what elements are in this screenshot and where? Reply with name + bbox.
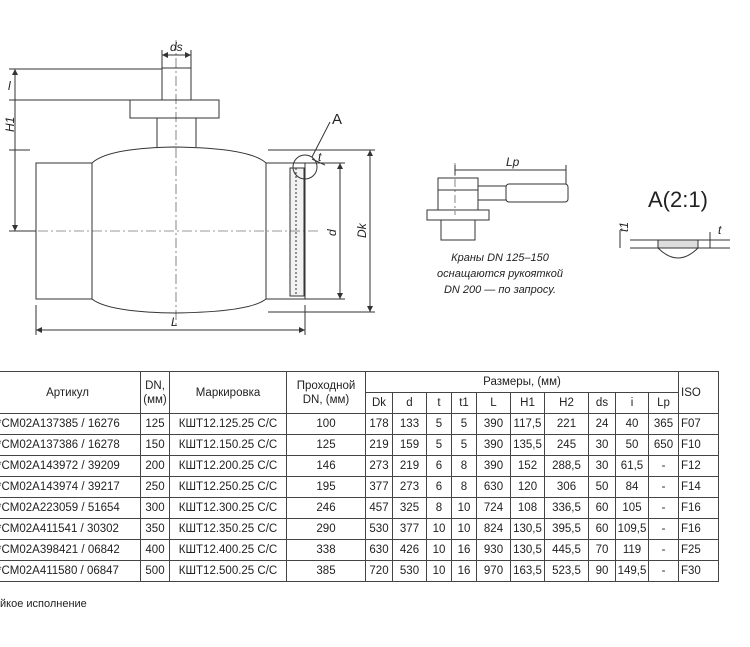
- cell-dim-dk: 178: [366, 414, 393, 435]
- cell-dim-d: 273: [393, 477, 427, 498]
- cell-iso: F16: [679, 519, 719, 540]
- cell-dim-h2: 395,5: [545, 519, 589, 540]
- cell-dim-t: 6: [427, 477, 452, 498]
- cell-dim-lp: 650: [649, 435, 679, 456]
- dim-L-label: L: [171, 315, 178, 329]
- cell-dim-t: 5: [427, 414, 452, 435]
- cell-dim-t: 10: [427, 561, 452, 582]
- cell-dn: 400: [141, 540, 170, 561]
- cell-dim-t: 6: [427, 456, 452, 477]
- cell-article: 16278 / CM02A137386: [0, 435, 141, 456]
- cell-marking: КШТ12.400.25 С/С: [170, 540, 287, 561]
- header-dim-l: L: [477, 393, 511, 414]
- cell-marking: КШТ12.250.25 С/С: [170, 477, 287, 498]
- header-iso: ISO: [679, 372, 719, 414]
- header-dim-t1: t1: [452, 393, 477, 414]
- header-dim-dk: Dk: [366, 393, 393, 414]
- cell-dim-d: 426: [393, 540, 427, 561]
- cell-marking: КШТ12.150.25 С/С: [170, 435, 287, 456]
- note-line: DN 200 — по запросу.: [443, 284, 557, 296]
- dim-h1-label: H1: [3, 116, 17, 132]
- cell-dim-i: 61,5: [616, 456, 649, 477]
- header-dn: DN, (мм): [141, 372, 170, 414]
- cell-dim-i: 109,5: [616, 519, 649, 540]
- cell-dim-h2: 288,5: [545, 456, 589, 477]
- cell-dim-i: 119: [616, 540, 649, 561]
- cell-dim-i: 40: [616, 414, 649, 435]
- cell-dim-ds: 60: [589, 498, 616, 519]
- cell-dim-h2: 221: [545, 414, 589, 435]
- cell-dim-dk: 219: [366, 435, 393, 456]
- header-dimensions: Размеры, (мм): [366, 372, 679, 393]
- cell-dim-t: 8: [427, 498, 452, 519]
- cell-dim-l: 824: [477, 519, 511, 540]
- cell-iso: F16: [679, 498, 719, 519]
- cell-dn: 500: [141, 561, 170, 582]
- cell-bore: 385: [287, 561, 366, 582]
- table-row: [0, 498, 719, 519]
- cell-dim-dk: 630: [366, 540, 393, 561]
- cell-dim-t1: 8: [452, 456, 477, 477]
- cell-dim-dk: 377: [366, 477, 393, 498]
- cell-dim-t: 10: [427, 540, 452, 561]
- dim-t-label: t: [318, 150, 322, 164]
- cell-iso: F30: [679, 561, 719, 582]
- cell-dn: 200: [141, 456, 170, 477]
- table-row: [0, 477, 719, 498]
- cell-dim-h1: 130,5: [511, 519, 545, 540]
- cell-dim-t: 10: [427, 519, 452, 540]
- cell-marking: КШТ12.200.25 С/С: [170, 456, 287, 477]
- cell-dn: 350: [141, 519, 170, 540]
- cell-dim-ds: 50: [589, 477, 616, 498]
- cell-dim-l: 390: [477, 435, 511, 456]
- header-marking: Маркировка: [170, 372, 287, 414]
- cell-dn: 125: [141, 414, 170, 435]
- cell-dim-h2: 306: [545, 477, 589, 498]
- cell-marking: КШТ12.500.25 С/С: [170, 561, 287, 582]
- cell-dim-lp: 365: [649, 414, 679, 435]
- cell-dim-t1: 16: [452, 540, 477, 561]
- cell-dim-l: 724: [477, 498, 511, 519]
- cell-iso: F25: [679, 540, 719, 561]
- cell-bore: 246: [287, 498, 366, 519]
- cell-dim-h2: 523,5: [545, 561, 589, 582]
- cell-marking: КШТ12.125.25 С/С: [170, 414, 287, 435]
- cell-dim-ds: 70: [589, 540, 616, 561]
- cell-dim-i: 149,5: [616, 561, 649, 582]
- cell-dim-i: 50: [616, 435, 649, 456]
- cell-dim-h1: 120: [511, 477, 545, 498]
- cell-bore: 146: [287, 456, 366, 477]
- detail-t1-label: t1: [617, 221, 631, 232]
- header-dim-i: i: [616, 393, 649, 414]
- cell-article: 51654 / CM02A223059: [0, 498, 141, 519]
- cell-dim-ds: 30: [589, 435, 616, 456]
- cell-dim-h2: 245: [545, 435, 589, 456]
- cell-article: 06847 / CM02A411580: [0, 561, 141, 582]
- cell-dim-lp: -: [649, 519, 679, 540]
- cell-dim-dk: 720: [366, 561, 393, 582]
- table-row: [0, 561, 719, 582]
- cell-article: 39217 / CM02A143974: [0, 477, 141, 498]
- cell-dim-d: 219: [393, 456, 427, 477]
- cell-dim-t1: 8: [452, 477, 477, 498]
- cell-dim-l: 630: [477, 477, 511, 498]
- detail-a-marker: A: [332, 111, 343, 128]
- cell-dim-l: 390: [477, 414, 511, 435]
- cell-dim-h1: 163,5: [511, 561, 545, 582]
- dim-dk-label: Dk: [355, 223, 369, 238]
- cell-marking: КШТ12.350.25 С/С: [170, 519, 287, 540]
- table-row: [0, 540, 719, 561]
- cell-dn: 150: [141, 435, 170, 456]
- cell-dim-ds: 24: [589, 414, 616, 435]
- cell-bore: 195: [287, 477, 366, 498]
- cell-dim-h1: 117,5: [511, 414, 545, 435]
- cell-dim-d: 325: [393, 498, 427, 519]
- header-dim-h2: H2: [545, 393, 589, 414]
- cell-dim-t1: 10: [452, 519, 477, 540]
- cell-article: 39209 / CM02A143972: [0, 456, 141, 477]
- cell-dim-h1: 135,5: [511, 435, 545, 456]
- cell-dim-lp: -: [649, 561, 679, 582]
- cell-bore: 290: [287, 519, 366, 540]
- cell-article: 30302 / CM02A411541: [0, 519, 141, 540]
- cell-dim-ds: 60: [589, 519, 616, 540]
- cell-dn: 300: [141, 498, 170, 519]
- table-row: [0, 435, 719, 456]
- table-row: [0, 414, 719, 435]
- dim-ds-label: ds: [170, 40, 183, 54]
- cell-marking: КШТ12.300.25 С/С: [170, 498, 287, 519]
- cell-dim-h1: 130,5: [511, 540, 545, 561]
- cell-dim-d: 530: [393, 561, 427, 582]
- cell-dim-t1: 5: [452, 414, 477, 435]
- cell-dim-l: 390: [477, 456, 511, 477]
- table-row: [0, 519, 719, 540]
- detail-t-label: t: [718, 223, 722, 237]
- header-dim-d: d: [393, 393, 427, 414]
- cell-bore: 125: [287, 435, 366, 456]
- dim-lp-label: Lp: [506, 155, 520, 169]
- detail-a-title: A(2:1): [648, 187, 708, 212]
- cell-dim-t1: 10: [452, 498, 477, 519]
- dim-d-label: d: [325, 229, 339, 236]
- cell-dim-i: 84: [616, 477, 649, 498]
- note-line: оснащаются рукояткой: [437, 268, 563, 280]
- note-line: Краны DN 125–150: [451, 252, 549, 264]
- cell-bore: 100: [287, 414, 366, 435]
- cell-dim-lp: -: [649, 540, 679, 561]
- cell-dim-t1: 5: [452, 435, 477, 456]
- cell-dim-lp: -: [649, 498, 679, 519]
- cell-dim-dk: 530: [366, 519, 393, 540]
- cell-article: 16276 / CM02A137385: [0, 414, 141, 435]
- dim-l-label: l: [8, 79, 11, 93]
- header-bore: Проходной DN, (мм): [287, 372, 366, 414]
- cell-dim-l: 930: [477, 540, 511, 561]
- footnote: йкое исполнение: [0, 598, 87, 610]
- cell-dim-i: 105: [616, 498, 649, 519]
- header-dim-ds: ds: [589, 393, 616, 414]
- spec-table: [0, 371, 719, 582]
- cell-bore: 338: [287, 540, 366, 561]
- cell-dim-h1: 108: [511, 498, 545, 519]
- cell-dim-d: 377: [393, 519, 427, 540]
- cell-dim-h2: 445,5: [545, 540, 589, 561]
- cell-dim-ds: 90: [589, 561, 616, 582]
- cell-dim-lp: -: [649, 456, 679, 477]
- cell-article: 06842 / CM02A398421: [0, 540, 141, 561]
- cell-dim-d: 133: [393, 414, 427, 435]
- cell-iso: F10: [679, 435, 719, 456]
- header-dim-t: t: [427, 393, 452, 414]
- cell-dim-h2: 336,5: [545, 498, 589, 519]
- cell-dim-t: 5: [427, 435, 452, 456]
- header-dim-lp: Lp: [649, 393, 679, 414]
- cell-dim-dk: 457: [366, 498, 393, 519]
- cell-dim-lp: -: [649, 477, 679, 498]
- cell-iso: F12: [679, 456, 719, 477]
- header-article: Артикул: [0, 372, 141, 414]
- cell-dim-dk: 273: [366, 456, 393, 477]
- cell-iso: F14: [679, 477, 719, 498]
- table-row: [0, 456, 719, 477]
- cell-dn: 250: [141, 477, 170, 498]
- cell-dim-d: 159: [393, 435, 427, 456]
- cell-dim-t1: 16: [452, 561, 477, 582]
- handle-note: [405, 250, 595, 298]
- cell-iso: F07: [679, 414, 719, 435]
- cell-dim-h1: 152: [511, 456, 545, 477]
- header-dim-h1: H1: [511, 393, 545, 414]
- cell-dim-l: 970: [477, 561, 511, 582]
- cell-dim-ds: 30: [589, 456, 616, 477]
